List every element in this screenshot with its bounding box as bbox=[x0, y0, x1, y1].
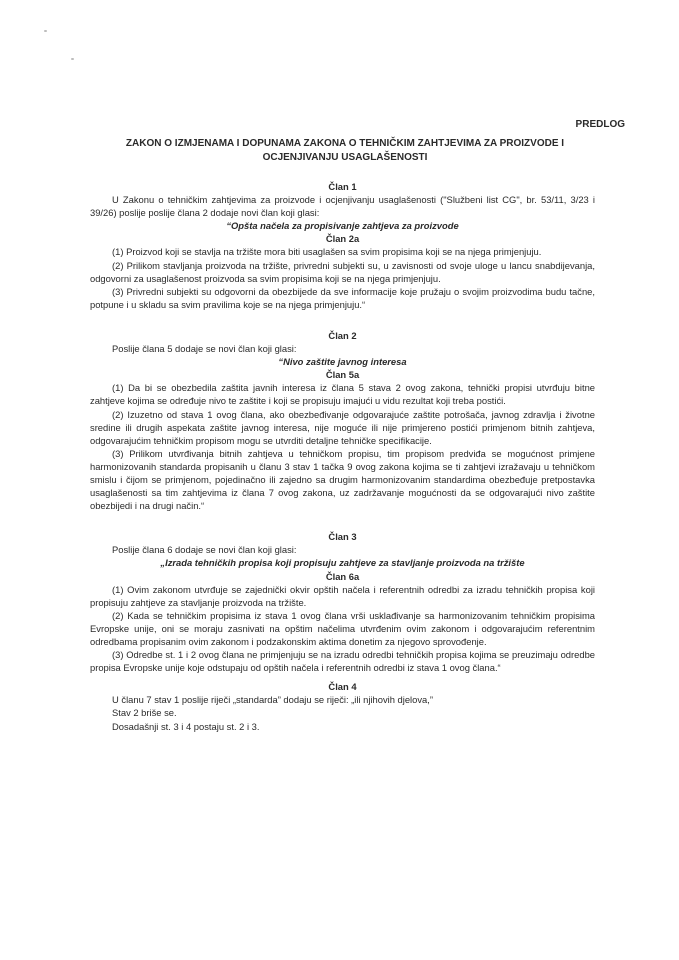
paragraph: (1) Ovim zakonom utvrđuje se zajednički okvir opštih načela i referentnih odredbi za izradu tehničkih propisa koji propisuju zahtjeve za stavljanje proizvoda na tržište. bbox=[90, 583, 595, 608]
new-article-title: “Nivo zaštite javnog interesa bbox=[278, 356, 407, 368]
article-intro: Poslije člana 6 dodaje se novi član koji glasi: bbox=[112, 544, 297, 556]
document-label: PREDLOG bbox=[575, 119, 625, 130]
paragraph: (1) Da bi se obezbedila zaštita javnih interesa iz člana 5 stava 2 ovog zakona, tehnički propisi utvrđuju bitne zahtjeve kojima se određuje nivo te zaštite i koji se propisuju imajući u vidu rezultat koji treba postići. bbox=[90, 382, 595, 407]
article-heading: Član 2 bbox=[328, 329, 357, 341]
document-title: ZAKON O IZMJENAMA I DOPUNAMA ZAKONA O TEHNIČKIM ZAHTJEVIMA ZA PROIZVODE I OCJENJIVANJU USAGLAŠENOSTI bbox=[125, 138, 565, 163]
new-article-number: Član 2a bbox=[325, 233, 360, 245]
new-article-number: Član 5a bbox=[325, 369, 360, 381]
article-intro: Poslije člana 5 dodaje se novi član koji glasi: bbox=[112, 343, 297, 355]
amendment-line: U članu 7 stav 1 poslije riječi „standarda” dodaju se riječi: „ili njihovih djelova,” bbox=[112, 694, 433, 706]
paragraph: (3) Odredbe st. 1 i 2 ovog člana ne primjenjuju se na izradu odredbi tehničkih propisa kojima se preuzimaju odredbe propisa Evropske unije koje odstupaju od opštih načela i referentnih odredbi iz stava 1 ovog člana.“ bbox=[90, 649, 595, 674]
article-heading: Član 1 bbox=[328, 181, 357, 192]
paragraph: (2) Izuzetno od stava 1 ovog člana, ako obezbeđivanje odgovarajuće zaštite potrošača, javnog zdravlja i životne sredine ili drugih aspekata zaštite javnog interesa, nije moguće ili nije primjereno postići primjenom bitnih zahtjeva, odgovarajućim tehničkim propisom mogu se utvrditi detaljne tehničke specifikacije. bbox=[90, 408, 595, 446]
scan-speck bbox=[44, 30, 47, 32]
amendment-line: Dosadašnji st. 3 i 4 postaju st. 2 i 3. bbox=[112, 720, 260, 732]
paragraph: (3) Privredni subjekti su odgovorni da obezbijede da sve informacije koje pružaju o svojim proizvodima budu tačne, potpune i u skladu sa svim pravilima koje se na njega primjenjuju.“ bbox=[90, 285, 595, 310]
paragraph: (2) Prilikom stavljanja proizvoda na tržište, privredni subjekti su, u zavisnosti od svoje uloge u lancu snabdijevanja, odgovorni za usaglašenost proizvoda sa svim propisima koji se na njega primjenjuju. bbox=[90, 259, 595, 284]
article-heading: Član 3 bbox=[328, 531, 357, 543]
scan-speck bbox=[71, 58, 74, 60]
article-heading: Član 4 bbox=[328, 681, 357, 693]
amendment-line: Stav 2 briše se. bbox=[112, 707, 177, 719]
paragraph: (3) Prilikom utvrđivanja bitnih zahtjeva u tehničkom propisu, tim propisom predviđa se mogućnost primjene harmonizovanih standarda propisanih u članu 3 stav 1 tačka 9 ovog zakona kojima se ti zahtjevi izražavaju u tehničkom smislu i čijom se primjenom, pojedinačno ili zajedno sa drugim harmonizovanim standardima obezbeđuje pretpostavka usaglašenosti sa tim zahtjevima iz člana 7 ovog zakona, uz zadržavanje mogućnosti da se odgovarajući nivo zaštite obezbijedi i na drugi način.“ bbox=[90, 447, 595, 512]
new-article-title: „Izrada tehničkih propisa koji propisuju zahtjeve za stavljanje proizvoda na tržište bbox=[160, 557, 525, 569]
article-intro: U Zakonu o tehničkim zahtjevima za proizvode i ocjenjivanju usaglašenosti ("Službeni list CG", br. 53/11, 3/23 i 39/26) poslije poslije člana 2 dodaje novi član koji glasi: bbox=[90, 194, 595, 219]
paragraph: (2) Kada se tehničkim propisima iz stava 1 ovog člana vrši usklađivanje sa harmonizovanim tehničkim propisima Evropske unije, oni se moraju zasnivati na opštim načelima utvrđenim ovim zakonom i odgovarajućim referentnim odredbama propisanim ovim zakonom i podzakonskim aktima donetim za njegovo sprovođenje. bbox=[90, 609, 595, 647]
paragraph: (1) Proizvod koji se stavlja na tržište mora biti usaglašen sa svim propisima koji se na njega primjenjuju. bbox=[112, 246, 542, 258]
new-article-number: Član 6a bbox=[325, 570, 360, 582]
new-article-title: “Opšta načela za propisivanje zahtjeva za proizvode bbox=[226, 220, 459, 232]
document-body bbox=[90, 180, 595, 733]
